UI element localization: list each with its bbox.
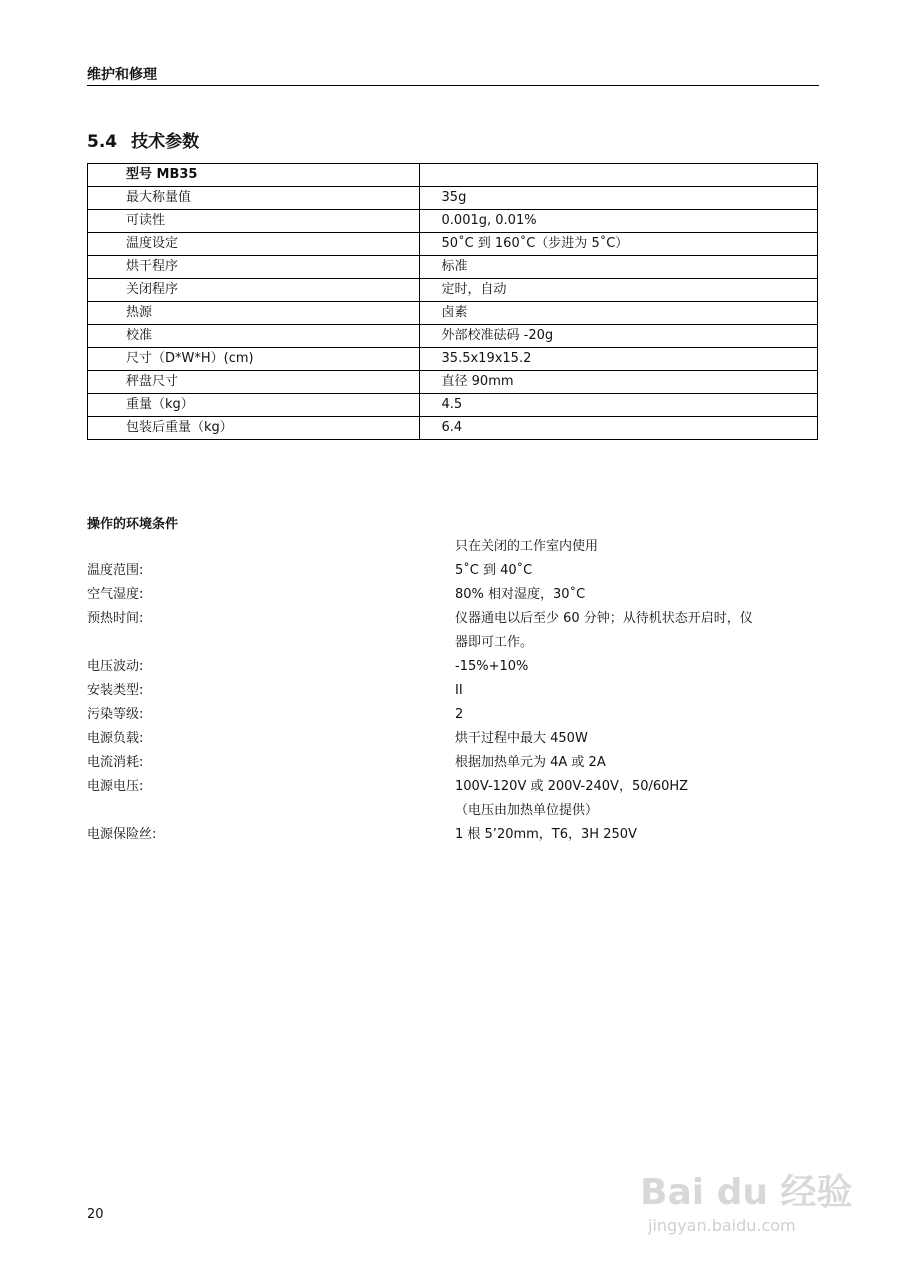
spec-value-cell: 0.001g, 0.01% [419,210,817,233]
environment-label: 电压波动: [87,659,144,674]
environment-value: 100V-120V 或 200V-240V，50/60HZ [455,779,689,794]
environment-row [87,751,827,775]
environment-label: 安装类型: [87,683,144,698]
environment-value: 仪器通电以后至少 60 分钟；从待机状态开启时，仪 [455,611,753,626]
page-number: 20 [87,1207,104,1222]
watermark-url: jingyan.baidu.com [648,1216,796,1235]
environment-value: II [455,683,463,698]
environment-row [87,823,827,847]
spec-table-row [88,371,818,394]
environment-row [87,559,827,583]
environment-label: 温度范围: [87,563,144,578]
environment-row [87,703,827,727]
spec-table-row [88,210,818,233]
spec-label-cell: 烘干程序 [88,256,420,279]
spec-label-cell: 尺寸（D*W*H）(cm) [88,348,420,371]
environment-row [87,535,827,559]
spec-table-row [88,348,818,371]
spec-value-cell: 35g [419,187,817,210]
environment-row [87,655,827,679]
spec-value-cell: 直径 90mm [419,371,817,394]
environment-value: 器即可工作。 [455,635,534,650]
environment-label: 电流消耗: [87,755,144,770]
spec-label-cell: 重量（kg） [88,394,420,417]
environment-value: 1 根 5’20mm，T6，3H 250V [455,827,637,842]
environment-row [87,727,827,751]
environment-label: 污染等级: [87,707,144,722]
spec-label-cell: 关闭程序 [88,279,420,302]
spec-label-cell: 校准 [88,325,420,348]
watermark-logo [640,1164,853,1215]
spec-value-cell: 卤素 [419,302,817,325]
environment-row [87,607,827,631]
section-heading [87,127,199,152]
baidu-jingyan-watermark [640,1150,853,1245]
spec-value-cell: 定时，自动 [419,279,817,302]
environment-label: 空气湿度: [87,587,144,602]
environment-row [87,679,827,703]
environment-label: 电源保险丝: [87,827,157,842]
spec-label-cell: 温度设定 [88,233,420,256]
spec-table-row [88,325,818,348]
environment-label [87,535,455,559]
spec-table-row [88,417,818,440]
environment-value: -15%+10% [455,659,529,674]
environment-row [87,775,827,799]
environment-row [87,799,827,823]
spec-label-cell: 秤盘尺寸 [88,371,420,394]
environment-label [87,799,455,823]
environment-label: 预热时间: [87,611,144,626]
spec-header-value-cell [419,164,817,187]
environment-value: 80% 相对湿度，30˚C [455,587,586,602]
spec-label-cell: 可读性 [88,210,420,233]
environment-label: 电源负载: [87,731,144,746]
section-number: 5.4 [87,132,118,152]
spec-table-row [88,187,818,210]
environment-label [87,631,455,655]
header-rule [87,85,819,86]
spec-value-cell: 35.5x19x15.2 [419,348,817,371]
spec-table-row [88,233,818,256]
spec-value-cell: 6.4 [419,417,817,440]
spec-label-cell: 热源 [88,302,420,325]
environment-label: 电源电压: [87,779,144,794]
section-title: 技术参数 [131,132,200,152]
spec-value-cell: 4.5 [419,394,817,417]
environment-row [87,583,827,607]
running-header: 维护和修理 [87,67,157,83]
environment-value: 只在关闭的工作室内使用 [455,539,599,554]
environment-row [87,631,827,655]
spec-table-row [88,256,818,279]
spec-table [87,163,818,440]
spec-model-cell: 型号 MB35 [88,164,420,187]
spec-table-row [88,279,818,302]
environment-value: 2 [455,707,464,722]
environment-list [87,535,827,847]
spec-table-row [88,302,818,325]
spec-label-cell: 最大称量值 [88,187,420,210]
environment-value: 5˚C 到 40˚C [455,563,533,578]
environment-value: （电压由加热单位提供） [455,803,599,818]
spec-value-cell: 标准 [419,256,817,279]
environment-value: 根据加热单元为 4A 或 2A [455,755,606,770]
spec-value-cell: 外部校准砝码 -20g [419,325,817,348]
spec-label-cell: 包装后重量（kg） [88,417,420,440]
spec-table-row [88,394,818,417]
spec-table-header-row [88,164,818,187]
environment-title: 操作的环境条件 [87,517,179,532]
spec-value-cell: 50˚C 到 160˚C（步进为 5˚C） [419,233,817,256]
environment-value: 烘干过程中最大 450W [455,731,588,746]
watermark-logo-text: Bai du 经验 [640,1172,853,1213]
